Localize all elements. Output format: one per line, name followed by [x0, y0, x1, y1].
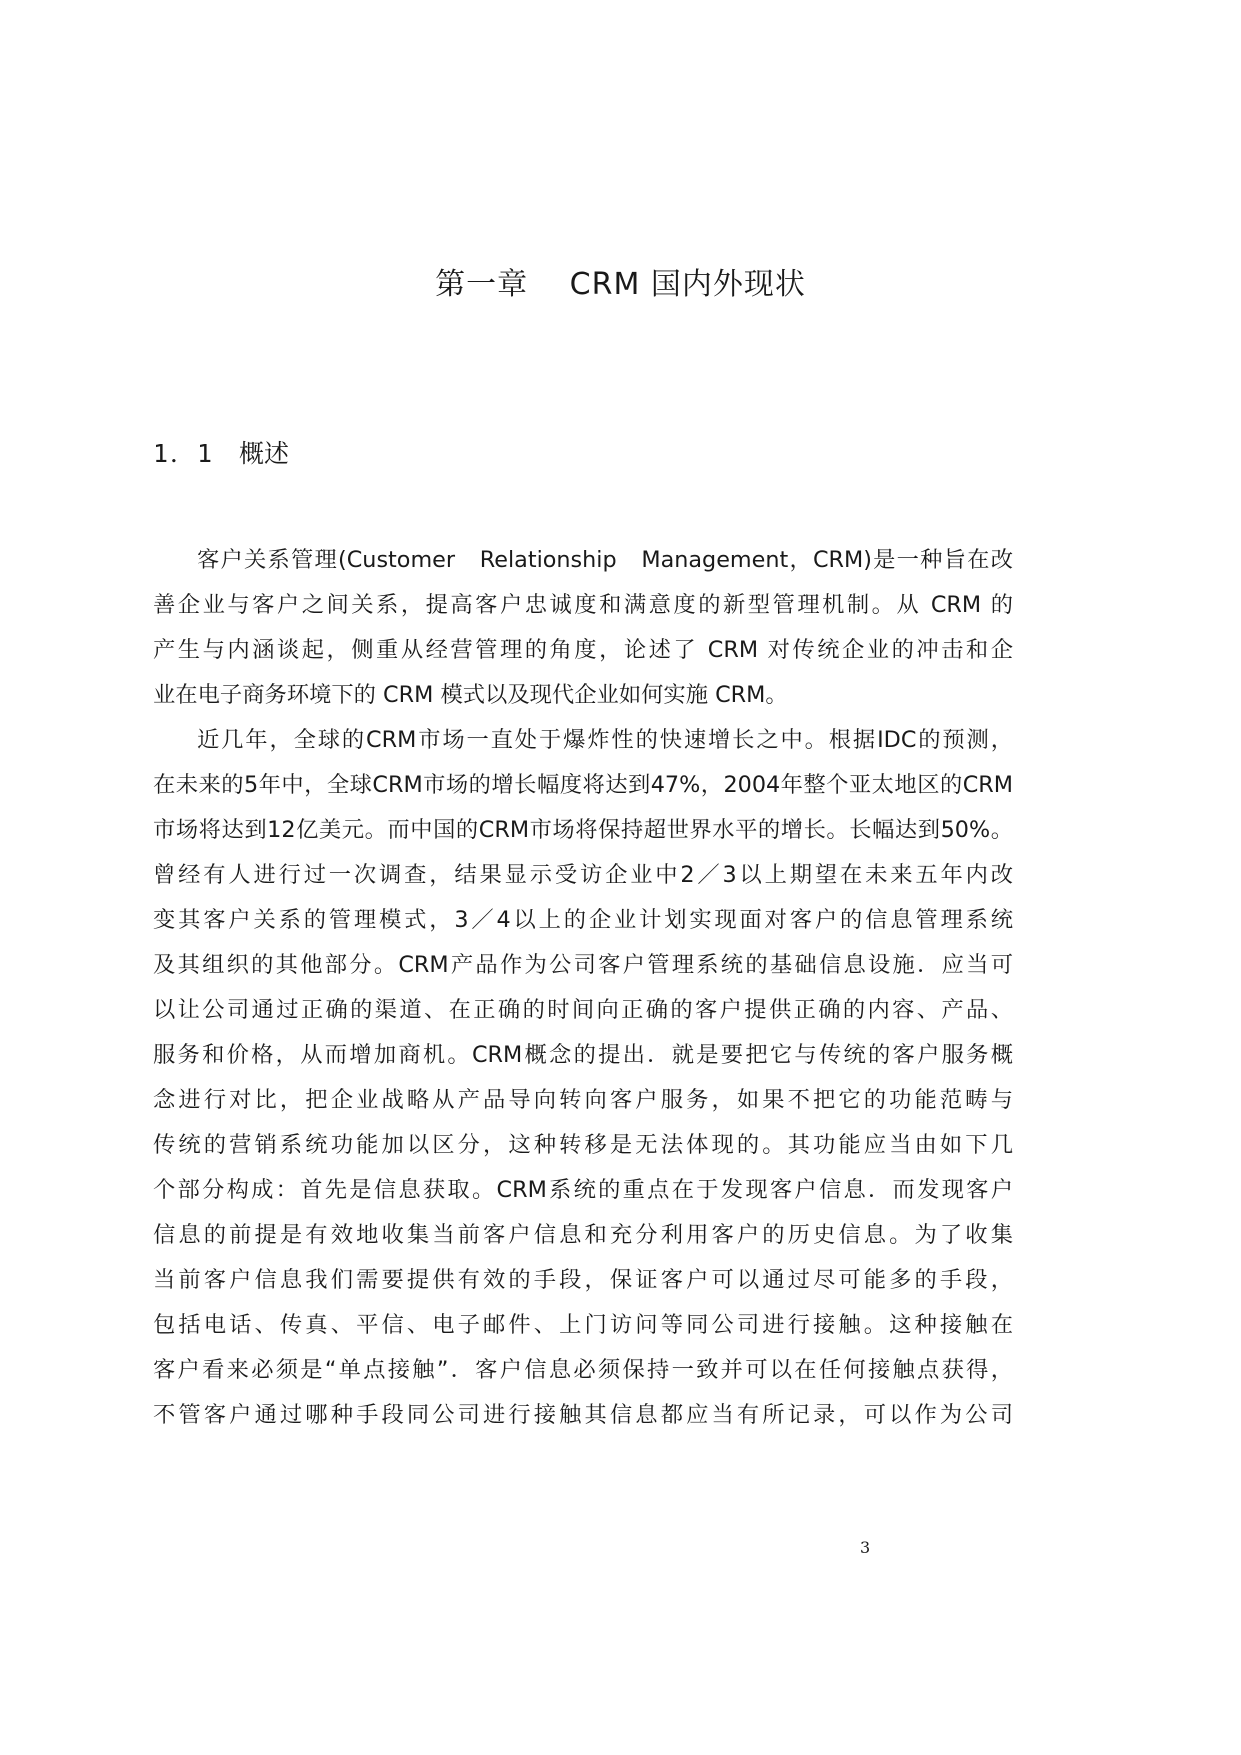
paragraph-2-line: 包括电话、传真、平信、电子邮件、上门访问等同公司进行接触。这种接触在 [153, 1312, 1013, 1338]
paragraph-2-line: 服务和价格，从而增加商机。CRM概念的提出．就是要把它与传统的客户服务概 [153, 1042, 1013, 1068]
paragraph-1-line: 客户关系管理(Customer Relationship Management，CRM)是一种旨在改 [197, 547, 1013, 573]
chapter-title: 第一章 CRM 国内外现状 [435, 267, 806, 302]
paragraph-2-line: 念进行对比，把企业战略从产品导向转向客户服务，如果不把它的功能范畴与 [153, 1087, 1013, 1113]
page-number: 3 [860, 1538, 871, 1557]
paragraph-2-line: 当前客户信息我们需要提供有效的手段，保证客户可以通过尽可能多的手段， [153, 1267, 1013, 1293]
paragraph-1-line: 产生与内涵谈起，侧重从经营管理的角度，论述了 CRM 对传统企业的冲击和企 [153, 637, 1013, 663]
paragraph-2-line: 传统的营销系统功能加以区分，这种转移是无法体现的。其功能应当由如下几 [153, 1132, 1013, 1158]
paragraph-2-line: 在未来的5年中，全球CRM市场的增长幅度将达到47%，2004年整个亚太地区的CRM [153, 772, 1013, 798]
paragraph-2-line: 近几年，全球的CRM市场一直处于爆炸性的快速增长之中。根据IDC的预测， [197, 727, 1013, 753]
paragraph-2-line: 以让公司通过正确的渠道、在正确的时间向正确的客户提供正确的内容、产品、 [153, 997, 1013, 1023]
paragraph-2-line: 市场将达到12亿美元。而中国的CRM市场将保持超世界水平的增长。长幅达到50%。 [153, 817, 1013, 843]
section-number: 1．1 [153, 439, 215, 468]
section-title: 概述 [239, 439, 290, 468]
paragraph-2-line: 曾经有人进行过一次调查，结果显示受访企业中2／3以上期望在未来五年内改 [153, 862, 1013, 888]
paragraph-2-line: 个部分构成：首先是信息获取。CRM系统的重点在于发现客户信息．而发现客户 [153, 1177, 1013, 1203]
section-heading [153, 436, 289, 472]
paragraph-2-line: 客户看来必须是“单点接触”．客户信息必须保持一致并可以在任何接触点获得， [153, 1357, 1013, 1383]
paragraph-2-line: 信息的前提是有效地收集当前客户信息和充分利用客户的历史信息。为了收集 [153, 1222, 1013, 1248]
paragraph-2-line: 不管客户通过哪种手段同公司进行接触其信息都应当有所记录，可以作为公司 [153, 1402, 1013, 1428]
paragraph-2-line: 及其组织的其他部分。CRM产品作为公司客户管理系统的基础信息设施．应当可 [153, 952, 1013, 978]
paragraph-1-line: 善企业与客户之间关系，提高客户忠诚度和满意度的新型管理机制。从 CRM 的 [153, 592, 1013, 618]
paragraph-1-line: 业在电子商务环境下的 CRM 模式以及现代企业如何实施 CRM。 [153, 682, 788, 708]
paragraph-2-line: 变其客户关系的管理模式，3／4以上的企业计划实现面对客户的信息管理系统 [153, 907, 1013, 933]
